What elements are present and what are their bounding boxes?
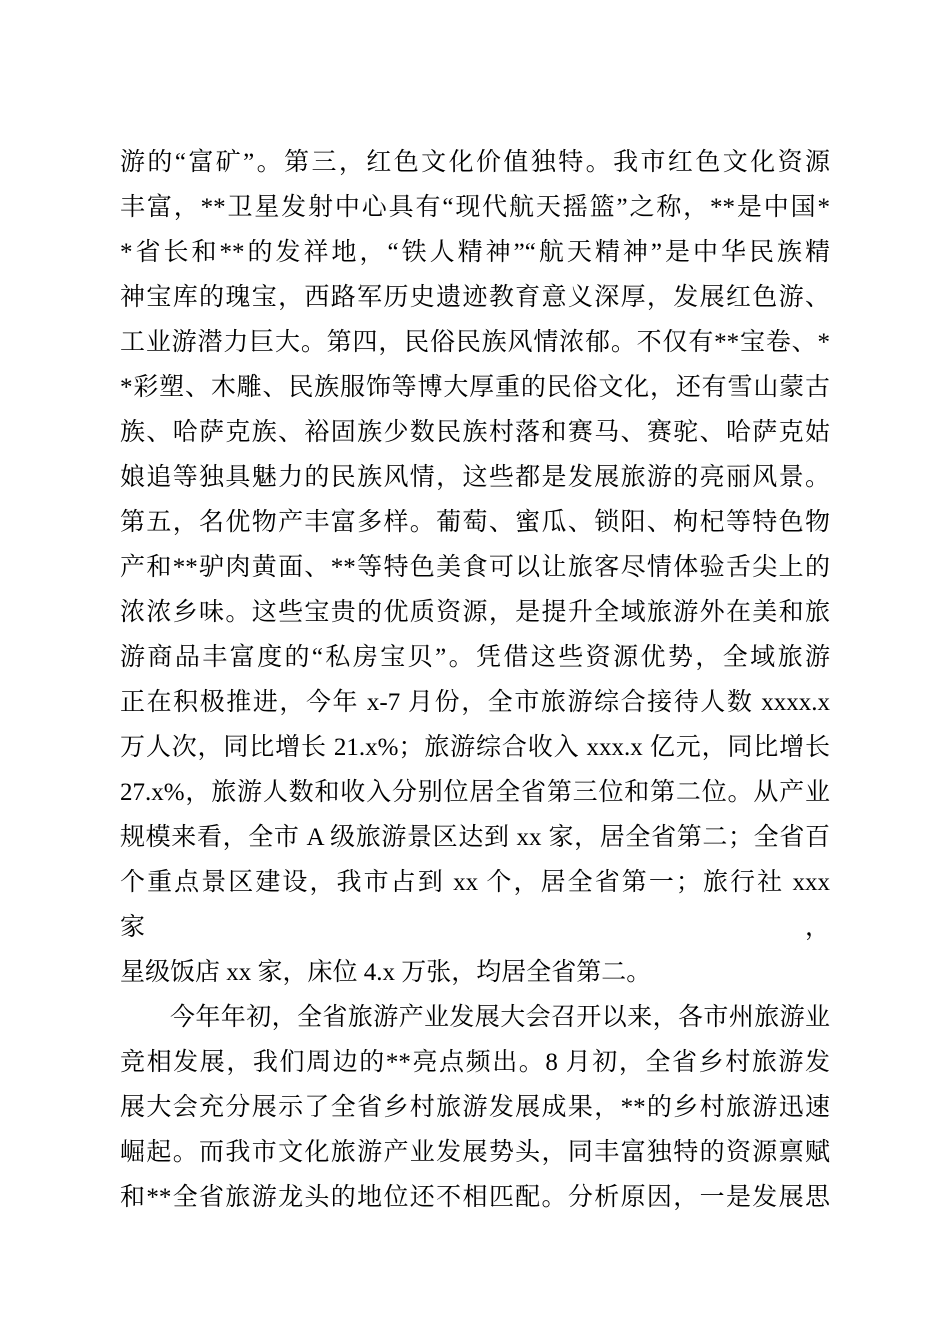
text-line: 崛起。而我市文化旅游产业发展势头，同丰富独特的资源禀赋 bbox=[120, 1139, 830, 1166]
text-line: 产和**驴肉黄面、**等特色美食可以让旅客尽情体验舌尖上的 bbox=[120, 554, 830, 581]
text-line: 神宝库的瑰宝，西路军历史遗迹教育意义深厚，发展红色游、 bbox=[120, 284, 830, 311]
text-line: 万人次，同比增长 21.x%；旅游综合收入 xxx.x 亿元，同比增长 bbox=[120, 734, 830, 761]
text-line: 竞相发展，我们周边的**亮点频出。8 月初，全省乡村旅游发 bbox=[120, 1049, 830, 1076]
text-line: 规模来看，全市 A 级旅游景区达到 xx 家，居全省第二；全省百 bbox=[120, 824, 830, 851]
text-line: 工业游潜力巨大。第四，民俗民族风情浓郁。不仅有**宝卷、* bbox=[120, 329, 830, 356]
text-line: 丰富，**卫星发射中心具有“现代航天摇篮”之称，**是中国* bbox=[120, 194, 830, 221]
text-line: 个重点景区建设，我市占到 xx 个，居全省第一；旅行社 xxx 家， bbox=[120, 869, 830, 941]
text-line: *彩塑、木雕、民族服饰等博大厚重的民俗文化，还有雪山蒙古 bbox=[120, 374, 830, 401]
text-line: 正在积极推进，今年 x-7 月份，全市旅游综合接待人数 xxxx.x bbox=[120, 689, 830, 716]
text-line: 27.x%，旅游人数和收入分别位居全省第三位和第二位。从产业 bbox=[120, 779, 830, 806]
text-line: 娘追等独具魅力的民族风情，这些都是发展旅游的亮丽风景。 bbox=[120, 464, 830, 491]
text-line: *省长和**的发祥地，“铁人精神”“航天精神”是中华民族精 bbox=[120, 239, 830, 266]
text-line: 浓浓乡味。这些宝贵的优质资源，是提升全域旅游外在美和旅 bbox=[120, 599, 830, 626]
text-line: 和**全省旅游龙头的地位还不相匹配。分析原因，一是发展思 bbox=[120, 1184, 830, 1211]
text-line-paragraph-start: 今年年初，全省旅游产业发展大会召开以来，各市州旅游业 bbox=[170, 1004, 830, 1031]
text-line-paragraph-end: 星级饭店 xx 家，床位 4.x 万张，均居全省第二。 bbox=[120, 959, 652, 986]
text-line: 游的“富矿”。第三，红色文化价值独特。我市红色文化资源 bbox=[120, 149, 830, 176]
document-body bbox=[120, 140, 830, 1220]
text-line: 展大会充分展示了全省乡村旅游发展成果，**的乡村旅游迅速 bbox=[120, 1094, 830, 1121]
text-line: 游商品丰富度的“私房宝贝”。凭借这些资源优势，全域旅游 bbox=[120, 644, 830, 671]
text-line: 第五，名优物产丰富多样。葡萄、蜜瓜、锁阳、枸杞等特色物 bbox=[120, 509, 830, 536]
text-line: 族、哈萨克族、裕固族少数民族村落和赛马、赛驼、哈萨克姑 bbox=[120, 419, 830, 446]
